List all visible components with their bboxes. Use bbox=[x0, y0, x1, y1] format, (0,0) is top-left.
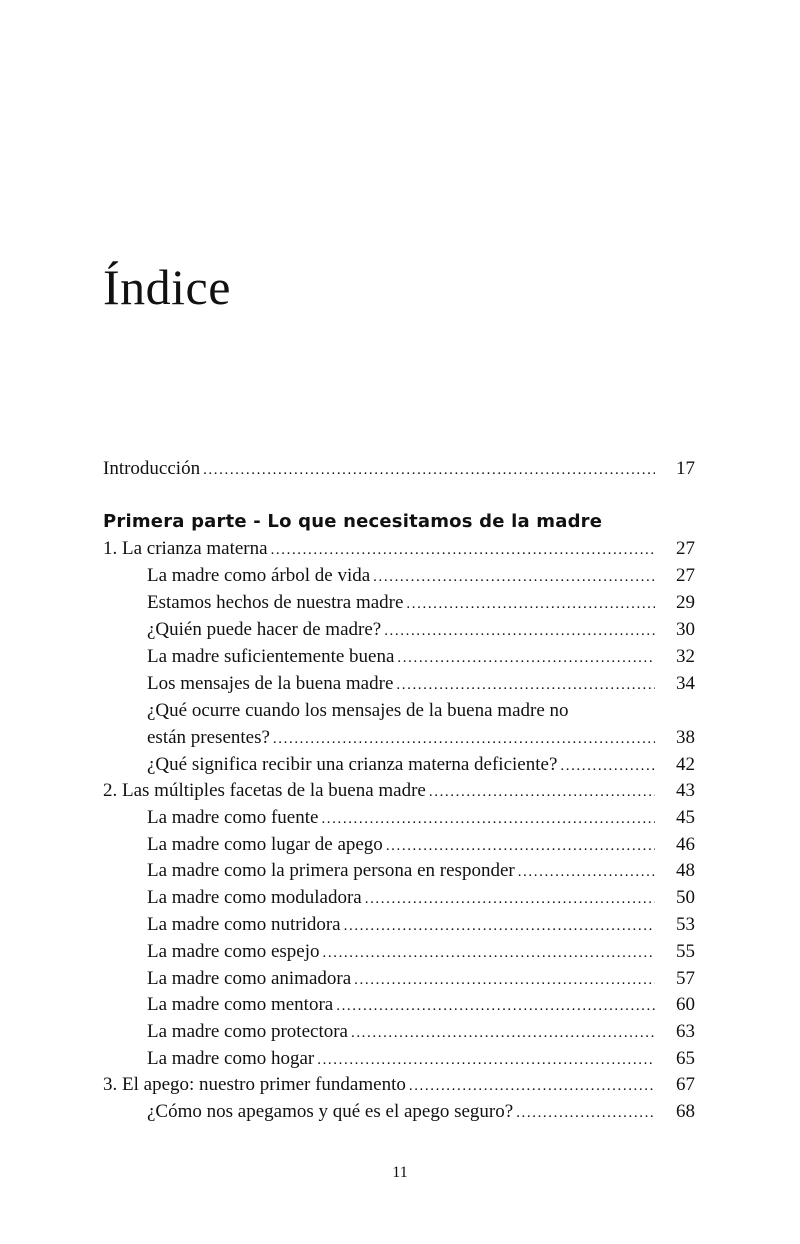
toc-entry bbox=[103, 857, 695, 884]
toc-entry-label: Los mensajes de la buena madre bbox=[147, 673, 394, 694]
dot-leader bbox=[321, 806, 655, 833]
toc-entry-label: La madre como fuente bbox=[147, 807, 319, 828]
dot-leader bbox=[373, 564, 655, 591]
toc-entry-label: La madre como la primera persona en responder bbox=[147, 860, 515, 881]
toc-entry-page: 48 bbox=[676, 860, 695, 881]
dot-leader bbox=[396, 672, 655, 699]
toc-entry bbox=[103, 991, 695, 1018]
toc-entry-page: 27 bbox=[676, 538, 695, 559]
toc-entry-label: La madre suficientemente buena bbox=[147, 646, 395, 667]
toc-entry bbox=[103, 965, 695, 992]
toc-entry-introduction bbox=[103, 455, 695, 482]
toc-entry-page: 30 bbox=[676, 619, 695, 640]
toc-chapter bbox=[103, 535, 695, 562]
toc-entry-label: ¿Qué significa recibir una crianza materna deficiente? bbox=[147, 754, 558, 775]
toc-entry bbox=[103, 562, 695, 589]
toc-entry-page: 68 bbox=[676, 1101, 695, 1122]
toc-entry-label: Introducción bbox=[103, 458, 201, 479]
toc-entry-label: La madre como moduladora bbox=[147, 887, 362, 908]
toc-entry-page: 38 bbox=[676, 727, 695, 748]
toc-entry-label: La madre como lugar de apego bbox=[147, 834, 383, 855]
toc-entry bbox=[103, 724, 695, 751]
dot-leader bbox=[271, 537, 655, 564]
dot-leader bbox=[384, 618, 655, 645]
toc-entry bbox=[103, 1018, 695, 1045]
toc-entry-page: 45 bbox=[676, 807, 695, 828]
toc-entry-label: La madre como animadora bbox=[147, 968, 352, 989]
dot-leader bbox=[518, 859, 655, 886]
toc-entry-page: 53 bbox=[676, 914, 695, 935]
toc-entry-page: 17 bbox=[676, 458, 695, 479]
toc-entry-label: La madre como nutridora bbox=[147, 914, 341, 935]
toc-entry-page: 34 bbox=[676, 673, 695, 694]
toc-chapter bbox=[103, 777, 695, 804]
dot-leader bbox=[317, 1047, 655, 1074]
toc-entry bbox=[103, 1098, 695, 1125]
dot-leader bbox=[354, 967, 655, 994]
toc-entry-label: La madre como árbol de vida bbox=[147, 565, 371, 586]
toc-entry bbox=[103, 804, 695, 831]
toc-entry-page: 42 bbox=[676, 754, 695, 775]
dot-leader bbox=[344, 913, 655, 940]
toc-entry-page: 60 bbox=[676, 994, 695, 1015]
toc-entry-label: Estamos hechos de nuestra madre bbox=[147, 592, 404, 613]
toc-entry-page: 32 bbox=[676, 646, 695, 667]
dot-leader bbox=[273, 726, 655, 753]
toc-entry-page: 55 bbox=[676, 941, 695, 962]
toc-entry bbox=[103, 616, 695, 643]
toc-entry bbox=[103, 643, 695, 670]
dot-leader bbox=[406, 591, 655, 618]
dot-leader bbox=[203, 457, 655, 484]
toc-entry-label: 2. Las múltiples facetas de la buena madre bbox=[103, 780, 426, 801]
dot-leader bbox=[386, 833, 655, 860]
toc-entry-label: están presentes? bbox=[147, 727, 270, 748]
toc-entry-page: 29 bbox=[676, 592, 695, 613]
toc-entry-label: ¿Quién puede hacer de madre? bbox=[147, 619, 382, 640]
toc-entry-label: 1. La crianza materna bbox=[103, 538, 268, 559]
toc-entry bbox=[103, 938, 695, 965]
dot-leader bbox=[429, 779, 655, 806]
dot-leader bbox=[365, 886, 655, 913]
toc-entry bbox=[103, 1045, 695, 1072]
toc-entry-page: 57 bbox=[676, 968, 695, 989]
toc-entry-page: 46 bbox=[676, 834, 695, 855]
dot-leader bbox=[351, 1020, 655, 1047]
toc-entry-label: La madre como espejo bbox=[147, 941, 320, 962]
dot-leader bbox=[397, 645, 655, 672]
toc-entry-page: 27 bbox=[676, 565, 695, 586]
toc-entry-label-line1: ¿Qué ocurre cuando los mensajes de la buena madre no bbox=[147, 700, 569, 721]
toc-entry-label: La madre como mentora bbox=[147, 994, 334, 1015]
dot-leader bbox=[409, 1073, 655, 1100]
dot-leader bbox=[323, 940, 655, 967]
toc-entry bbox=[103, 831, 695, 858]
toc-entry bbox=[103, 884, 695, 911]
toc-entry-label: La madre como hogar bbox=[147, 1048, 315, 1069]
dot-leader bbox=[516, 1100, 655, 1127]
toc-entry-label: 3. El apego: nuestro primer fundamento bbox=[103, 1074, 406, 1095]
toc-entry bbox=[103, 670, 695, 697]
toc-entry-label: La madre como protectora bbox=[147, 1021, 348, 1042]
toc-entry bbox=[103, 911, 695, 938]
toc-entry-label: ¿Cómo nos apegamos y qué es el apego seguro? bbox=[147, 1101, 514, 1122]
page-number: 11 bbox=[392, 1164, 408, 1181]
toc-entry-page: 50 bbox=[676, 887, 695, 908]
toc-entry bbox=[103, 751, 695, 778]
dot-leader bbox=[336, 993, 655, 1020]
toc-chapter bbox=[103, 1071, 695, 1098]
toc-entry-page: 63 bbox=[676, 1021, 695, 1042]
dot-leader bbox=[560, 753, 655, 780]
toc-entry-page: 43 bbox=[676, 780, 695, 801]
toc-entry bbox=[103, 589, 695, 616]
toc-entry-page: 67 bbox=[676, 1074, 695, 1095]
toc-entry-page: 65 bbox=[676, 1048, 695, 1069]
page-title: Índice bbox=[103, 259, 231, 315]
part-heading: Primera parte - Lo que necesitamos de la madre bbox=[103, 511, 603, 532]
